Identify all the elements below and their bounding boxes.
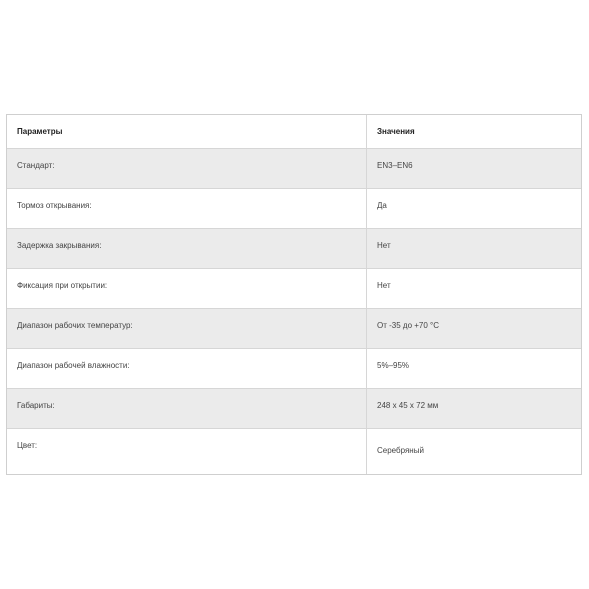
table-row: [7, 148, 581, 188]
table-row: [7, 428, 581, 474]
table-row: [7, 228, 581, 268]
row-value-dimensions: 248 х 45 х 72 мм: [377, 401, 439, 410]
row-value-closing-delay: Нет: [377, 241, 391, 250]
row-param-color: Цвет:: [7, 429, 367, 474]
row-param-opening-brake: Тормоз открывания:: [7, 189, 367, 228]
header-values: Значения: [377, 127, 415, 136]
row-value-standard: EN3–EN6: [377, 161, 413, 170]
row-value-color: Серебряный: [377, 446, 424, 455]
row-param-dimensions: Габариты:: [7, 389, 367, 428]
header-parameters: Параметры: [7, 115, 367, 148]
table-row: [7, 348, 581, 388]
row-value-temperature-range: От -35 до +70 °С: [377, 321, 440, 330]
specifications-table: [6, 114, 582, 475]
row-value-hold-open: Нет: [377, 281, 391, 290]
table-row: [7, 188, 581, 228]
table-row: [7, 308, 581, 348]
table-row: [7, 388, 581, 428]
table-header-row: [7, 115, 581, 148]
row-param-hold-open: Фиксация при открытии:: [7, 269, 367, 308]
row-value-opening-brake: Да: [377, 201, 387, 210]
row-param-humidity-range: Диапазон рабочей влажности:: [7, 349, 367, 388]
row-param-closing-delay: Задержка закрывания:: [7, 229, 367, 268]
row-param-temperature-range: Диапазон рабочих температур:: [7, 309, 367, 348]
row-param-standard: Стандарт:: [7, 149, 367, 188]
table-row: [7, 268, 581, 308]
row-value-humidity-range: 5%–95%: [377, 361, 410, 370]
